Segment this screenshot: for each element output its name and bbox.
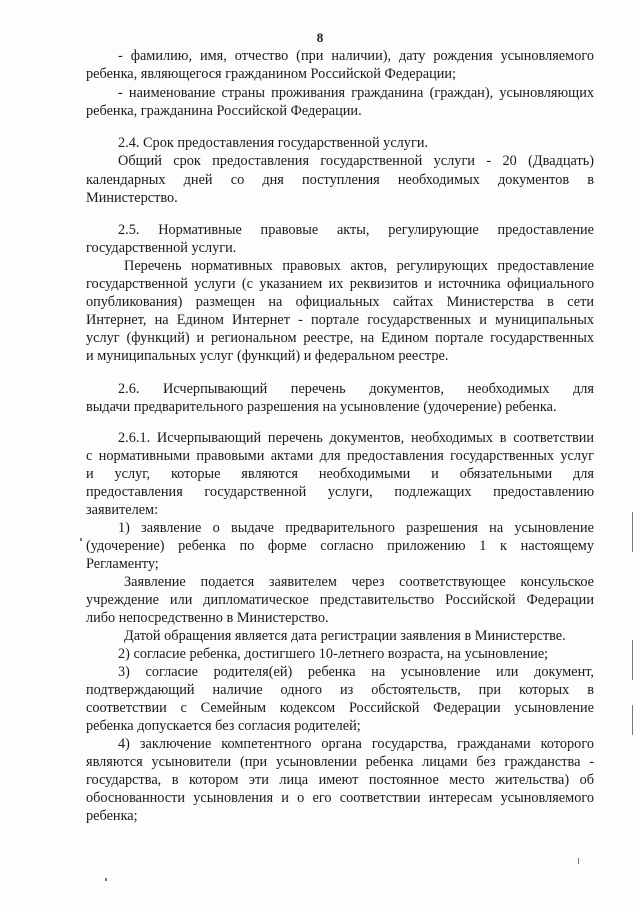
text-line: услуг (функций) и региональном реестре, на Едином портале государственных	[86, 330, 594, 346]
text-line: календарных дней со дня поступления необходимых документов в	[86, 172, 594, 188]
page-number: 8	[316, 30, 324, 45]
text-line: и муниципальных услуг (функций) и федеральном реестре.	[86, 348, 449, 364]
text-line: Перечень нормативных правовых актов, регулирующих предоставление	[124, 258, 594, 274]
text-line: подтверждающий наличие одного из обстоятельств, при которых в	[86, 682, 594, 698]
text-line: являются усыновители (при усыновлении ребенка лицами без гражданства -	[86, 754, 594, 770]
text-line: с нормативными правовыми актами для предоставления государственных услуг	[86, 448, 594, 464]
text-line: государственной услуги (с указанием их реквизитов и источника официального	[86, 276, 594, 292]
text-line: Министерство.	[86, 190, 178, 206]
scan-mark	[632, 512, 633, 552]
text-line: соответствии с Семейным кодексом Российской Федерации усыновление	[86, 700, 594, 716]
text-line: Интернет, на Едином Интернет - портале государственных и муниципальных	[86, 312, 594, 328]
text-line: - фамилию, имя, отчество (при наличии), дату рождения усыновляемого	[118, 48, 594, 64]
text-line: ребенка, гражданина Российской Федерации.	[86, 103, 362, 119]
text-line: 2.5. Нормативные правовые акты, регулирующие предоставление	[118, 222, 594, 238]
text-line: 4) заключение компетентного органа государства, гражданами которого	[118, 736, 594, 752]
text-line: Общий срок предоставления государственной услуги - 20 (Двадцать)	[118, 153, 594, 169]
text-line: Датой обращения является дата регистрации заявления в Министерстве.	[124, 628, 566, 644]
text-line: обоснованности усыновления и о его соответствии интересам усыновляемого	[86, 790, 594, 806]
text-line: 1) заявление о выдаче предварительного разрешения на усыновление	[118, 520, 594, 536]
text-line: - наименование страны проживания гражданина (граждан), усыновляющих	[118, 85, 594, 101]
scan-mark	[578, 858, 579, 864]
text-line: ребенка допускается без согласия родителей;	[86, 718, 361, 734]
text-line: 2.6.1. Исчерпывающий перечень документов, необходимых в соответствии	[118, 430, 594, 446]
text-line: ребенка, являющегося гражданином Российской Федерации;	[86, 66, 457, 82]
text-line: Заявление подается заявителем через соответствующее консульское	[124, 574, 594, 590]
text-line: либо непосредственно в Министерство.	[86, 610, 329, 626]
text-line: ребенка;	[86, 808, 138, 824]
text-line: и услуг, которые являются необходимыми и обязательными для	[86, 466, 594, 482]
text-line: учреждение или дипломатическое представительство Российской Федерации	[86, 592, 594, 608]
text-line: Регламенту;	[86, 556, 159, 572]
scan-mark	[80, 538, 82, 541]
scan-mark	[632, 705, 633, 735]
scan-mark	[632, 640, 633, 680]
text-line: 2.6. Исчерпывающий перечень документов, необходимых для	[118, 381, 594, 397]
text-line: опубликования) размещен на официальных сайтах Министерства в сети	[86, 294, 594, 310]
scan-mark	[105, 878, 107, 881]
text-line: заявителем:	[86, 502, 159, 518]
text-line: 2.4. Срок предоставления государственной услуги.	[118, 135, 429, 151]
text-line: (удочерение) ребенка по форме согласно приложению 1 к настоящему	[86, 538, 594, 554]
text-line: 2) согласие ребенка, достигшего 10-летнего возраста, на усыновление;	[118, 646, 549, 662]
text-line: предоставления государственной услуги, подлежащих предоставлению	[86, 484, 594, 500]
text-line: государства, в котором эти лица имеют постоянное место жительства) об	[86, 772, 594, 788]
text-line: 3) согласие родителя(ей) ребенка на усыновление или документ,	[118, 664, 594, 680]
text-line: выдачи предварительного разрешения на усыновление (удочерение) ребенка.	[86, 399, 557, 415]
text-line: государственной услуги.	[86, 240, 237, 256]
